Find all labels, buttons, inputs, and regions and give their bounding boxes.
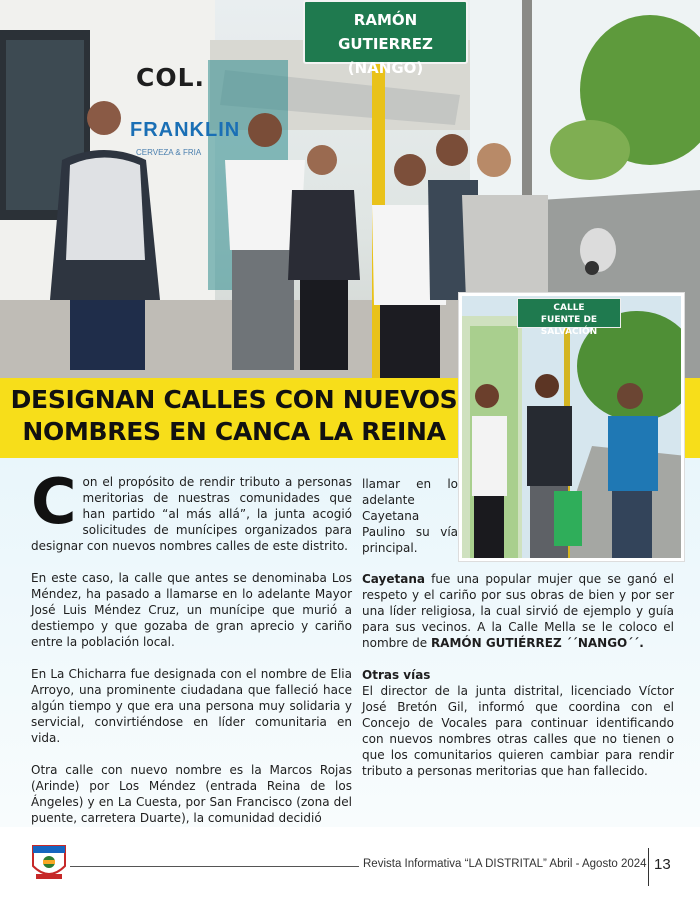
page-number-separator <box>648 848 649 886</box>
district-logo <box>30 840 68 884</box>
dropcap: C <box>31 465 77 538</box>
paragraph-cayetana-text: fue una popular mujer que se ganó el respeto y el cariño por sus obras de bien y por ser una líder religiosa, la cual sirvió de ejemplo y guía para sus vecinos. A la Calle Mella se le coloco el nombre de <box>362 572 674 650</box>
inset-street-sign <box>517 298 621 337</box>
paragraph-intro <box>31 465 352 554</box>
article-continuation <box>362 476 458 556</box>
wall-text-col: COL. <box>136 63 206 92</box>
paragraph-los-mendez: En este caso, la calle que antes se denominaba Los Méndez, ha pasado a llamarse en lo adelante Mayor José Luis Méndez Cruz, un munícipe que murió a destiempo y que gozaba de gran aprecio y cariño entre la población local. <box>31 571 352 649</box>
article-right-column <box>362 571 674 795</box>
continuation-line2: adelante <box>362 493 415 507</box>
paragraph-cayetana <box>362 571 674 651</box>
page-number: 13 <box>654 856 671 873</box>
cayetana-name: Cayetana <box>362 572 425 586</box>
paragraph-otras-vias: El director de la junta distrital, licenciado Víctor José Bretón Gil, informó que coordina con el Concejo de Vocales para continuar identificando con nuevos nombres otras calles que no tienen o que los comunitarios quieren cambiar para rendir tributo a personas meritorias que han fallecido. <box>362 684 674 778</box>
street-sign-ramon-gutierrez <box>303 0 468 77</box>
headline-line2: NOMBRES EN CANCA LA REINA <box>22 417 446 446</box>
footer-magazine-title: Revista Informativa “LA DISTRITAL” Abril - Agosto 2024 <box>359 858 651 870</box>
headline-line1: DESIGNAN CALLES CON NUEVOS <box>10 385 458 414</box>
paragraph-intro-text: on el propósito de rendir tributo a personas meritorias de nuestras comunidades que han partido “al más allá”, la junta acogió solicitudes de munícipes organizados para designar con nuevos nombres calles de este distrito. <box>31 475 352 553</box>
article-left-column <box>31 465 352 842</box>
continuation-line3: Cayetana <box>362 509 420 523</box>
continuation-line5: principal. <box>362 541 418 555</box>
wall-text-franklin: FRANKLIN <box>130 119 241 141</box>
street-sign-line2: (NANGO) <box>347 59 424 77</box>
paragraph-marcos-rojas: Otra calle con nuevo nombre es la Marcos Rojas (Arinde) por Los Méndez (entrada Reina de los Ángeles) y en La Cuesta, por San Francisco (zona del puente, carretera Duarte), la comunidad decidió <box>31 763 352 825</box>
continuation-line4: Paulino su vía <box>362 525 458 539</box>
subhead-otras-vias: Otras vías <box>362 668 431 682</box>
paragraph-la-chicharra: En La Chicharra fue designada con el nombre de Elia Arroyo, una prominente ciudadana que falleció hace algún tiempo y que era una persona muy solidaria y servicial, convirtiéndose en líder comunitaria en vida. <box>31 667 352 745</box>
inset-photo <box>459 293 684 561</box>
inset-sign-line2: FUENTE DE SALVACIÓN <box>540 315 598 337</box>
inset-sign-line1: CALLE <box>553 303 585 313</box>
article-headline <box>0 384 468 448</box>
street-sign-line1: RAMÓN GUTIERREZ <box>338 11 433 53</box>
ramon-gutierrez-name: RAMÓN GUTIÉRREZ ´´NANGO´´. <box>430 636 644 650</box>
wall-text-small: CERVEZA & FRIA <box>136 148 202 157</box>
continuation-line1: llamar en lo <box>362 477 458 491</box>
